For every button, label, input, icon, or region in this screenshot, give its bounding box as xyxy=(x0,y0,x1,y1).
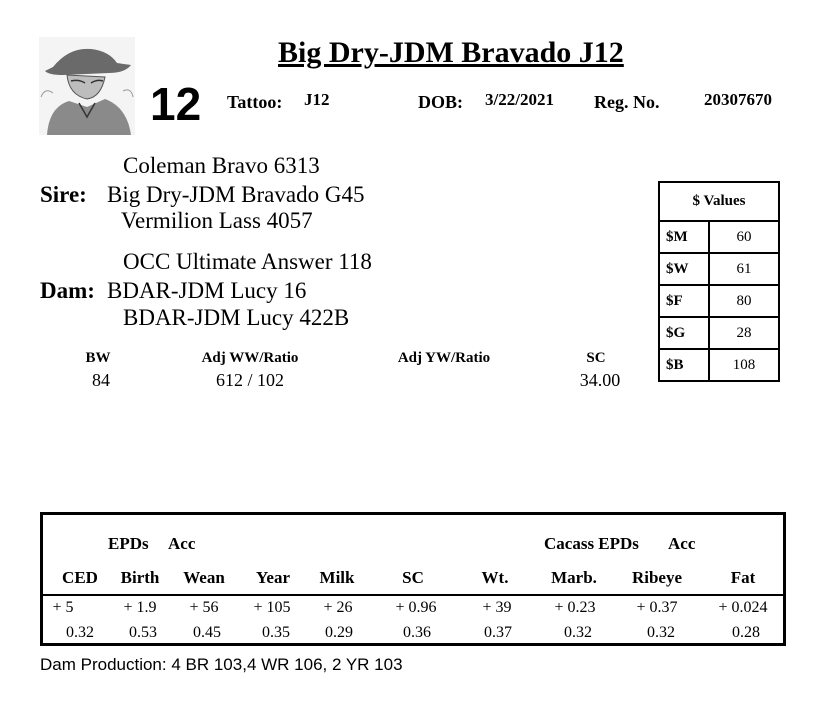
epd-value: + 0.37 xyxy=(636,599,678,616)
adj-ww-value: 612 / 102 xyxy=(215,370,285,390)
tattoo-label: Tattoo: xyxy=(227,92,283,112)
epd-accuracy: 0.29 xyxy=(325,624,353,641)
epd-value: + 0.23 xyxy=(554,599,596,616)
dollar-value-name: $W xyxy=(659,253,709,285)
dollar-values-header: $ Values xyxy=(659,182,779,221)
epd-col-header: Marb. xyxy=(551,568,597,587)
epd-accuracy: 0.36 xyxy=(403,624,431,641)
carcass-epd-label: Cacass EPDs xyxy=(544,534,639,553)
dollar-value: 60 xyxy=(709,221,779,253)
dob-value: 3/22/2021 xyxy=(485,90,554,109)
dollar-value-name: $B xyxy=(659,349,709,381)
epd-value: + 105 xyxy=(253,599,291,616)
epd-accuracy: 0.32 xyxy=(66,624,94,641)
epd-col-header: SC xyxy=(402,568,424,587)
dollar-value-row xyxy=(659,285,779,317)
epd-value: + 5 xyxy=(52,599,74,616)
dollar-value: 28 xyxy=(709,317,779,349)
dollar-values-table xyxy=(658,181,780,382)
dam-dam: BDAR-JDM Lucy 422B xyxy=(123,305,350,330)
sire-dam: Vermilion Lass 4057 xyxy=(121,208,313,233)
reg-no-label: Reg. No. xyxy=(594,92,660,112)
dam-production: Dam Production: 4 BR 103,4 WR 106, 2 YR 103 xyxy=(40,655,403,674)
animal-title: Big Dry-JDM Bravado J12 xyxy=(278,36,624,69)
epd-accuracy: 0.53 xyxy=(129,624,157,641)
carcass-acc-label: Acc xyxy=(668,534,696,553)
dollar-value: 108 xyxy=(709,349,779,381)
epd-col-header: Fat xyxy=(730,568,756,587)
sire-label: Sire: xyxy=(40,182,87,207)
dollar-value-row xyxy=(659,253,779,285)
sire-sire: Coleman Bravo 6313 xyxy=(123,153,320,178)
epd-col-header: Birth xyxy=(120,568,160,587)
adj-ww-label: Adj WW/Ratio xyxy=(201,350,299,366)
sc-label: SC xyxy=(586,350,606,366)
sire-name: Big Dry-JDM Bravado G45 xyxy=(107,182,365,207)
epd-accuracy: 0.28 xyxy=(732,624,760,641)
epd-col-header: Wt. xyxy=(481,568,509,587)
dam-sire: OCC Ultimate Answer 118 xyxy=(123,249,372,274)
epd-accuracy: 0.37 xyxy=(484,624,512,641)
epd-value: + 39 xyxy=(482,599,512,616)
epd-col-header: CED xyxy=(62,568,98,587)
epd-table xyxy=(40,512,786,646)
dollar-value-row xyxy=(659,349,779,381)
dollar-value-name: $M xyxy=(659,221,709,253)
epd-value: + 0.024 xyxy=(718,599,768,616)
epd-accuracy: 0.45 xyxy=(193,624,221,641)
epd-col-header: Milk xyxy=(319,568,355,587)
dam-label: Dam: xyxy=(40,278,95,303)
epd-col-header: Ribeye xyxy=(631,568,683,587)
epd-divider xyxy=(43,594,783,596)
epd-accuracy: 0.32 xyxy=(564,624,592,641)
dam-name: BDAR-JDM Lucy 16 xyxy=(107,278,307,303)
adj-yw-label: Adj YW/Ratio xyxy=(397,350,491,366)
bw-label: BW xyxy=(85,350,111,366)
epd-value: + 56 xyxy=(189,599,219,616)
dollar-value: 61 xyxy=(709,253,779,285)
epd-col-header: Wean xyxy=(183,568,225,587)
dob-label: DOB: xyxy=(418,92,463,112)
dollar-value-name: $G xyxy=(659,317,709,349)
epd-value: + 0.96 xyxy=(395,599,437,616)
lot-number: 12 xyxy=(150,78,202,130)
dollar-value: 80 xyxy=(709,285,779,317)
epd-section-label: EPDs xyxy=(108,534,149,553)
epd-accuracy: 0.35 xyxy=(262,624,290,641)
epd-value: + 1.9 xyxy=(123,599,157,616)
cowboy-sketch-logo xyxy=(39,37,135,135)
dollar-value-name: $F xyxy=(659,285,709,317)
reg-no-value: 20307670 xyxy=(704,90,772,109)
tattoo-value: J12 xyxy=(304,90,330,109)
dollar-value-row xyxy=(659,317,779,349)
sc-value: 34.00 xyxy=(579,370,621,390)
epd-acc-label: Acc xyxy=(168,534,196,553)
epd-col-header: Year xyxy=(256,568,290,587)
epd-accuracy: 0.32 xyxy=(647,624,675,641)
dollar-value-row xyxy=(659,221,779,253)
epd-value: + 26 xyxy=(323,599,353,616)
bw-value: 84 xyxy=(92,370,110,390)
